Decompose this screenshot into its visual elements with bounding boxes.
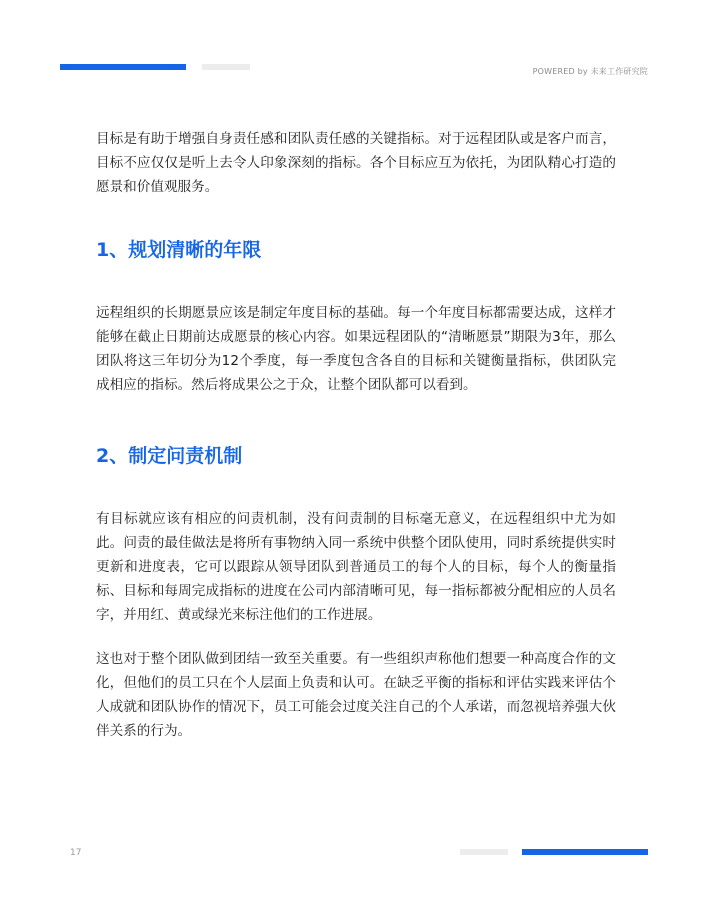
page-content — [96, 127, 616, 743]
powered-by-label: POWERED by 未来工作研究院 — [532, 67, 648, 76]
footer-gray-bar — [460, 849, 508, 855]
intro-paragraph: 目标是有助于增强自身责任感和团队责任感的关键指标。对于远程团队或是客户而言，目标不应仅仅是听上去令人印象深刻的指标。各个目标应互为依托，为团队精心打造的愿景和价值观服务。 — [96, 131, 616, 195]
section-2-paragraph-2: 这也对于整个团队做到团结一致至关重要。有一些组织声称他们想要一种高度合作的文化，但他们的员工只在个人层面上负责和认可。在缺乏平衡的指标和评估实践来评估个人成就和团队协作的情况下，员工可能会过度关注自己的个人承诺，而忽视培养强大伙伴关系的行为。 — [96, 651, 616, 739]
section-2-paragraph-1: 有目标就应该有相应的问责机制，没有问责制的目标毫无意义，在远程组织中尤为如此。问责的最佳做法是将所有事物纳入同一系统中供整个团队使用，同时系统提供实时更新和进度表，它可以跟踪从领导团队到普通员工的每个人的目标，每个人的衡量指标、目标和每周完成指标的进度在公司内部清晰可见，每一指标都被分配相应的人员名字，并用红、黄或绿光来标注他们的工作进展。 — [96, 511, 616, 623]
section-2-heading: 2、制定问责机制 — [96, 445, 243, 467]
header-accent-bar — [60, 64, 186, 70]
footer-accent-bar — [522, 849, 648, 855]
header-gray-bar — [202, 64, 250, 70]
section-1-paragraph: 远程组织的长期愿景应该是制定年度目标的基础。每一个年度目标都需要达成，这样才能够在截止日期前达成愿景的核心内容。如果远程团队的“清晰愿景”期限为3年，那么团队将这三年切分为12个季度，每一季度包含各自的目标和关键衡量指标，供团队完成相应的指标。然后将成果公之于众，让整个团队都可以看到。 — [96, 305, 616, 393]
page-number: 17 — [70, 848, 82, 858]
section-1-heading: 1、规划清晰的年限 — [96, 239, 262, 261]
